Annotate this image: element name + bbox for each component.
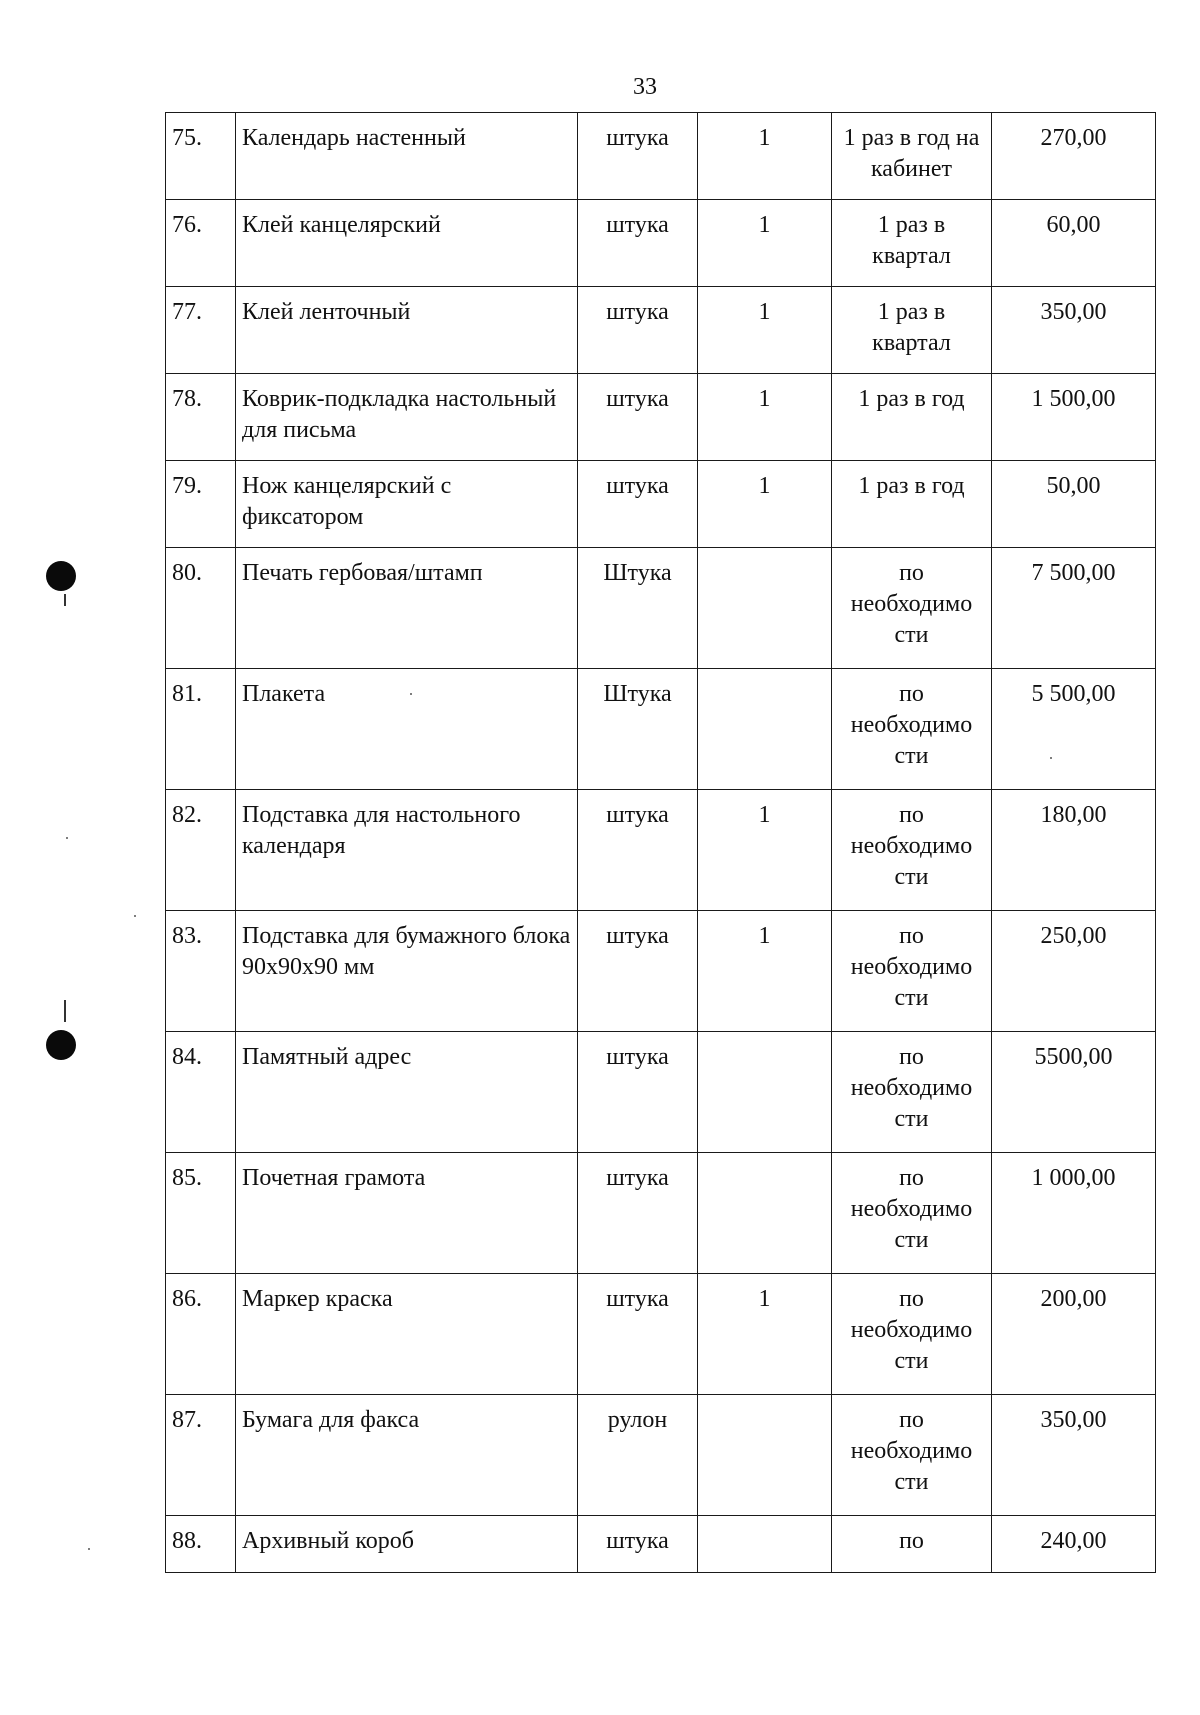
item-price: 270,00	[992, 113, 1156, 200]
item-unit: штука	[578, 790, 698, 911]
row-number: 77.	[166, 287, 236, 374]
item-name: Маркер краска	[236, 1274, 578, 1395]
item-periodicity: по необходимо сти	[832, 1032, 992, 1153]
item-quantity: 1	[698, 113, 832, 200]
item-periodicity: по	[832, 1516, 992, 1573]
item-unit: рулон	[578, 1395, 698, 1516]
item-price: 350,00	[992, 1395, 1156, 1516]
scan-speck	[66, 837, 68, 839]
item-name: Архивный короб	[236, 1516, 578, 1573]
supplies-table	[165, 112, 1156, 1573]
item-unit: штука	[578, 200, 698, 287]
scan-tick-mark	[64, 594, 66, 606]
item-unit: штука	[578, 911, 698, 1032]
row-number: 76.	[166, 200, 236, 287]
item-unit: Штука	[578, 669, 698, 790]
table-row	[166, 461, 1156, 548]
item-name: Календарь настенный	[236, 113, 578, 200]
item-name: Подставка для бумажного блока 90x90x90 мм	[236, 911, 578, 1032]
table-row	[166, 548, 1156, 669]
item-quantity: 1	[698, 911, 832, 1032]
row-number: 78.	[166, 374, 236, 461]
table-row	[166, 790, 1156, 911]
item-periodicity: 1 раз в квартал	[832, 200, 992, 287]
table-row	[166, 287, 1156, 374]
row-number: 80.	[166, 548, 236, 669]
item-unit: штука	[578, 287, 698, 374]
row-number: 82.	[166, 790, 236, 911]
item-name: Коврик-подкладка настольный для письма	[236, 374, 578, 461]
item-name: Плакета	[236, 669, 578, 790]
row-number: 88.	[166, 1516, 236, 1573]
item-periodicity: по необходимо сти	[832, 548, 992, 669]
item-name: Почетная грамота	[236, 1153, 578, 1274]
page-number: 33	[633, 74, 657, 100]
table-row	[166, 1032, 1156, 1153]
item-name: Печать гербовая/штамп	[236, 548, 578, 669]
scan-speck	[134, 915, 136, 917]
punch-hole-mark	[46, 561, 76, 591]
item-quantity	[698, 669, 832, 790]
row-number: 75.	[166, 113, 236, 200]
table-row	[166, 374, 1156, 461]
item-name: Подставка для настольного календаря	[236, 790, 578, 911]
item-name: Памятный адрес	[236, 1032, 578, 1153]
item-quantity: 1	[698, 790, 832, 911]
item-unit: штука	[578, 1274, 698, 1395]
row-number: 81.	[166, 669, 236, 790]
row-number: 79.	[166, 461, 236, 548]
item-quantity: 1	[698, 200, 832, 287]
table-row	[166, 113, 1156, 200]
row-number: 85.	[166, 1153, 236, 1274]
item-price: 180,00	[992, 790, 1156, 911]
item-periodicity: 1 раз в год	[832, 374, 992, 461]
item-price: 5500,00	[992, 1032, 1156, 1153]
punch-hole-mark	[46, 1030, 76, 1060]
scan-speck	[88, 1548, 90, 1550]
item-price: 240,00	[992, 1516, 1156, 1573]
item-unit: штука	[578, 374, 698, 461]
item-periodicity: по необходимо сти	[832, 669, 992, 790]
item-quantity	[698, 1395, 832, 1516]
item-quantity	[698, 1516, 832, 1573]
item-unit: штука	[578, 461, 698, 548]
item-unit: штука	[578, 1032, 698, 1153]
table-row	[166, 1516, 1156, 1573]
item-price: 200,00	[992, 1274, 1156, 1395]
item-price: 1 500,00	[992, 374, 1156, 461]
row-number: 87.	[166, 1395, 236, 1516]
table-row	[166, 200, 1156, 287]
row-number: 86.	[166, 1274, 236, 1395]
table-row	[166, 1153, 1156, 1274]
item-quantity: 1	[698, 374, 832, 461]
item-periodicity: по необходимо сти	[832, 1395, 992, 1516]
item-unit: штука	[578, 1516, 698, 1573]
item-quantity	[698, 1032, 832, 1153]
item-name: Нож канцелярский с фиксатором	[236, 461, 578, 548]
item-name: Клей ленточный	[236, 287, 578, 374]
table-row	[166, 911, 1156, 1032]
item-quantity	[698, 1153, 832, 1274]
item-price: 7 500,00	[992, 548, 1156, 669]
item-periodicity: 1 раз в квартал	[832, 287, 992, 374]
item-price: 5 500,00	[992, 669, 1156, 790]
item-periodicity: по необходимо сти	[832, 1274, 992, 1395]
item-periodicity: 1 раз в год на кабинет	[832, 113, 992, 200]
item-unit: Штука	[578, 548, 698, 669]
item-quantity	[698, 548, 832, 669]
table-row	[166, 669, 1156, 790]
item-name: Бумага для факса	[236, 1395, 578, 1516]
item-price: 50,00	[992, 461, 1156, 548]
row-number: 84.	[166, 1032, 236, 1153]
item-price: 1 000,00	[992, 1153, 1156, 1274]
table-row	[166, 1395, 1156, 1516]
item-unit: штука	[578, 1153, 698, 1274]
item-quantity: 1	[698, 461, 832, 548]
item-periodicity: по необходимо сти	[832, 790, 992, 911]
row-number: 83.	[166, 911, 236, 1032]
table-row	[166, 1274, 1156, 1395]
item-name: Клей канцелярский	[236, 200, 578, 287]
item-periodicity: по необходимо сти	[832, 1153, 992, 1274]
item-quantity: 1	[698, 1274, 832, 1395]
item-periodicity: по необходимо сти	[832, 911, 992, 1032]
item-quantity: 1	[698, 287, 832, 374]
item-price: 60,00	[992, 200, 1156, 287]
item-periodicity: 1 раз в год	[832, 461, 992, 548]
scan-tick-mark	[64, 1000, 66, 1022]
item-unit: штука	[578, 113, 698, 200]
item-price: 350,00	[992, 287, 1156, 374]
item-price: 250,00	[992, 911, 1156, 1032]
